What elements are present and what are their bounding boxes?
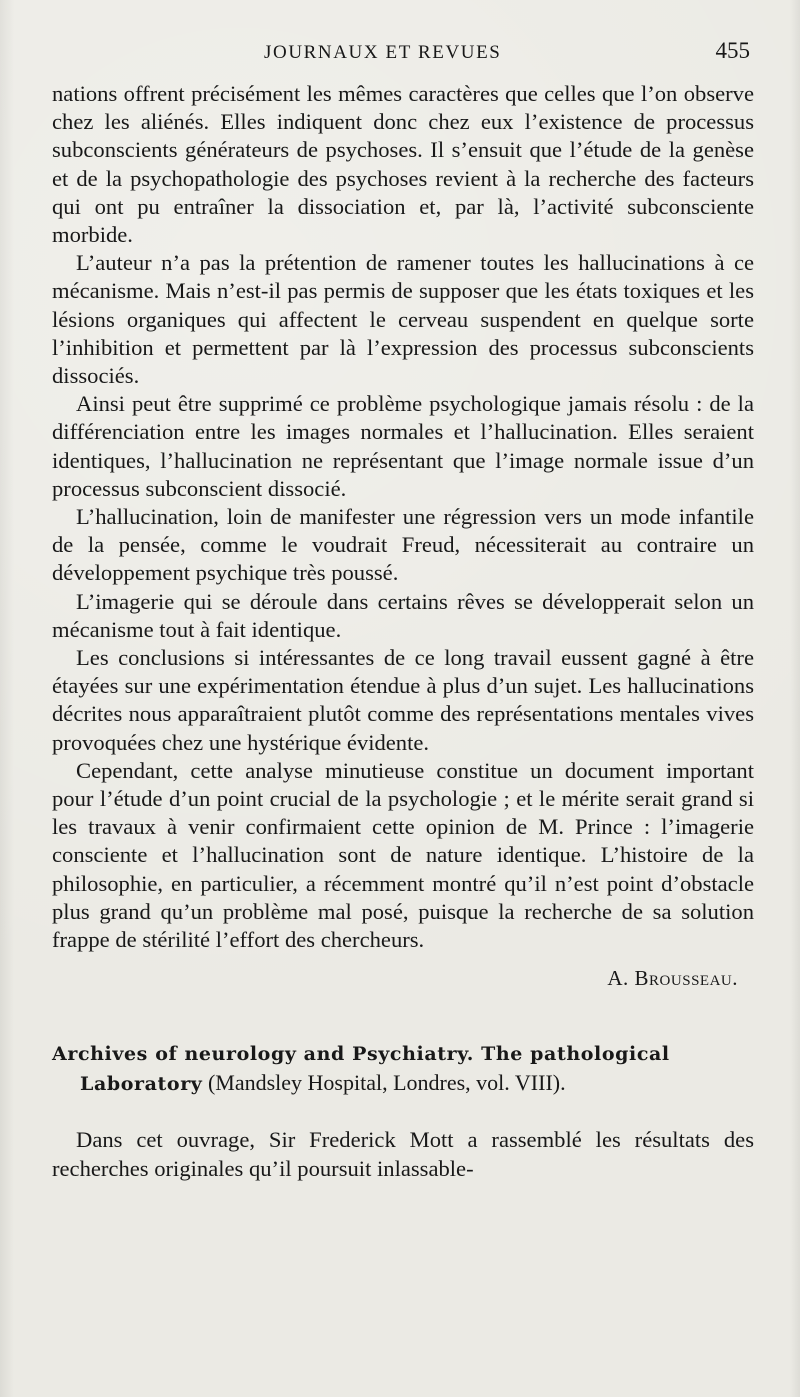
bib-details: (Mandsley Hospital, Londres, vol. VIII). bbox=[207, 1069, 566, 1095]
bib-line-1 bbox=[52, 1039, 754, 1069]
bib-journal-title: Archives of neurology and Psychiatry. The pathological bbox=[52, 1043, 670, 1066]
signature-initial: A. bbox=[607, 966, 629, 991]
paragraph-3: Ainsi peut être supprimé ce problème psychologique jamais résolu : de la différenciation entre les images normales et l’hallucination. Elles seraient identiques, l’hallucination ne représentant que l’image normale issue d’un processus subconscient dissocié. bbox=[52, 391, 754, 501]
bib-line-2 bbox=[52, 1069, 754, 1099]
paragraph-6: Les conclusions si intéressantes de ce long travail eussent gagné à être étayées sur une expérimentation étendue à plus d’un sujet. Les hallucinations décrites nous apparaîtraient plutôt comme des représentations mentales vives provoquées chez une hystérique évidente. bbox=[52, 645, 754, 755]
signature-surname: Brousseau. bbox=[634, 966, 738, 991]
bib-journal-title-cont: Laboratory bbox=[80, 1072, 203, 1095]
next-review-paragraph: Dans cet ouvrage, Sir Frederick Mott a rassemblé les résultats des recherches originales qu’il poursuit inlassable- bbox=[52, 1127, 754, 1181]
running-head bbox=[52, 36, 754, 80]
paragraph-4: L’hallucination, loin de manifester une régression vers un mode infantile de la pensée, comme le voudrait Freud, nécessiterait au contraire un développement psychique très poussé. bbox=[52, 504, 754, 586]
bibliographic-heading bbox=[52, 1039, 754, 1098]
paragraph-7: Cependant, cette analyse minutieuse constitue un document important pour l’étude d’un point crucial de la psychologie ; et le mérite serait grand si les travaux à venir confirmaient cette opinion de M. Prince : l’imagerie consciente et l’hallucination sont de nature identique. L’histoire de la philosophie, en particulier, a récemment montré qu’il n’est point d’obstacle plus grand qu’un problème mal posé, puisque la recherche de sa solution frappe de stérilité l’effort des chercheurs. bbox=[52, 757, 754, 953]
paragraph-5: L’imagerie qui se déroule dans certains rêves se développerait selon un mécanisme tout à fait identique. bbox=[52, 588, 754, 642]
author-signature bbox=[52, 966, 738, 991]
running-title: JOURNAUX ET REVUES bbox=[264, 42, 502, 63]
review-body bbox=[52, 80, 754, 954]
paragraph-2: L’auteur n’a pas la prétention de ramener toutes les hallucinations à ce mécanisme. Mais n’est-il pas permis de supposer que les états toxiques et les lésions organiques qui affectent le cerveau suspendent en quelque sorte l’inhibition et permettent par là l’expression des processus subconscients dissociés. bbox=[52, 250, 754, 389]
page-number: 455 bbox=[715, 38, 750, 63]
paragraph-1: nations offrent précisément les mêmes caractères que celles que l’on observe chez les aliénés. Elles indiquent donc chez eux l’existence de processus subconscients générateurs de psychoses. Il s’ensuit que l’étude de la genèse et de la psychopathologie des psychoses revient à la recherche des facteurs qui ont pu entraîner la dissociation et, par là, l’activité subconsciente morbide. bbox=[52, 81, 754, 248]
